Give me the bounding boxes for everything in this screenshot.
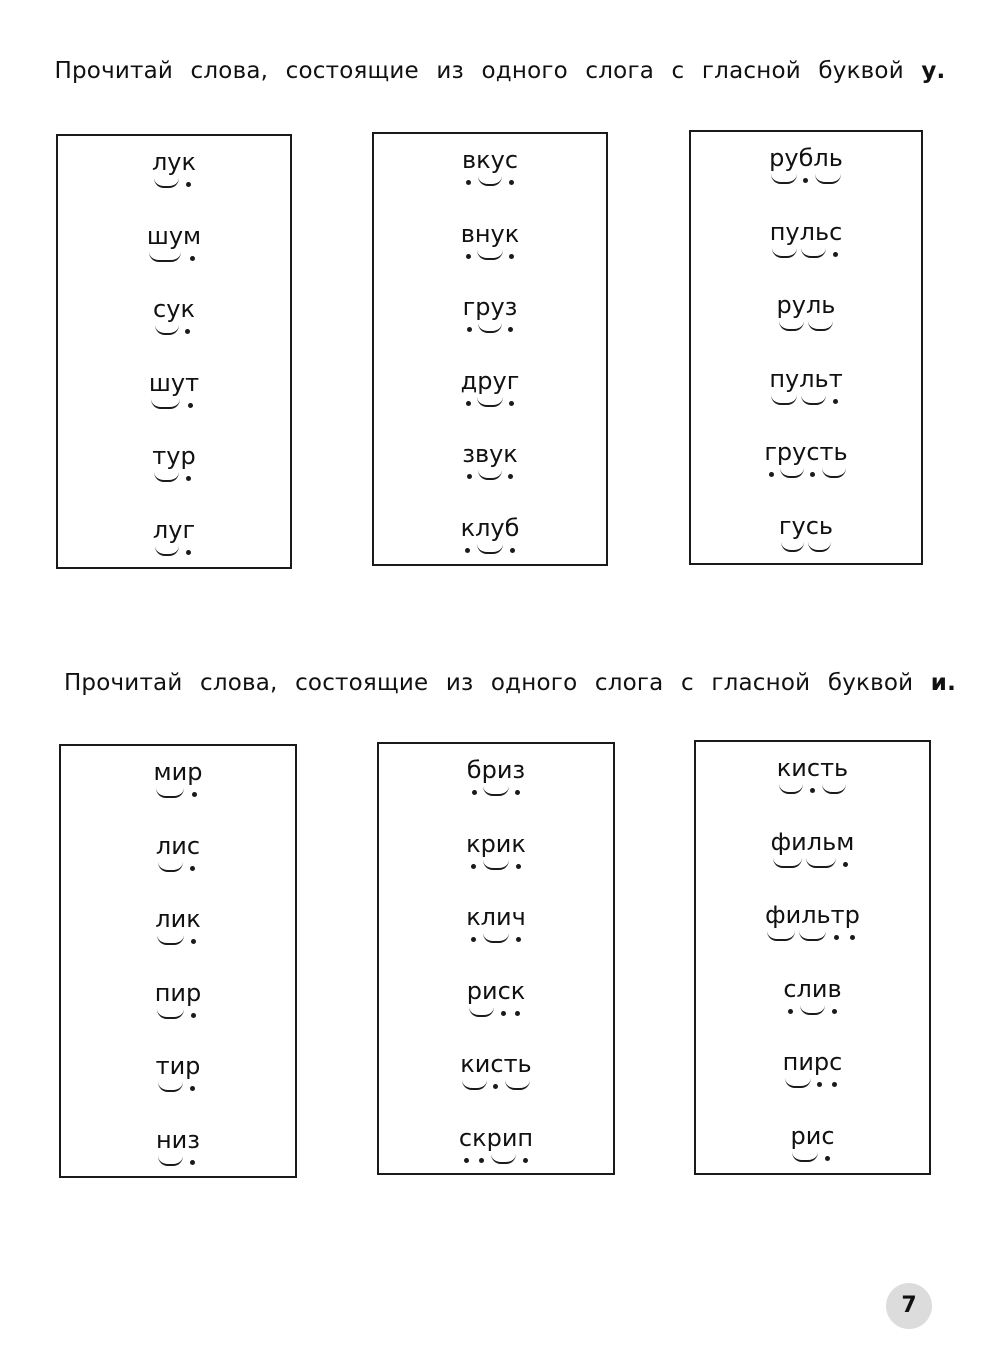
word-text: рубль [769,144,843,186]
consonant-dot-mark [509,180,514,185]
consonant-dot-mark [192,792,197,797]
soft-consonant-arc-mark [822,784,847,794]
page-number: 7 [886,1283,932,1329]
soft-consonant-arc-mark [505,1080,530,1090]
word-item [379,1124,613,1166]
word-item [61,1126,295,1168]
consonant-dot-mark [825,1156,830,1161]
word-item [58,369,290,411]
word-box [372,132,608,566]
word-item [379,756,613,798]
word-text: кисть [460,1050,531,1092]
consonant-dot-mark [516,937,521,942]
word-item [691,438,921,480]
word-item [691,291,921,333]
word-item [374,220,606,262]
word-item [379,1050,613,1092]
word-text: крик [466,830,526,872]
word-box [689,130,923,565]
instruction-vowel: и. [930,670,957,696]
word-item [691,144,921,186]
consonant-dot-mark [515,790,520,795]
word-text: слив [783,975,841,1017]
word-item [61,979,295,1021]
word-item [374,146,606,188]
word-text: руль [777,291,836,333]
instruction-text: Прочитай слова, состоящие из одного слога с гласной буквой [63,670,914,696]
word-item [696,901,929,943]
word-item [58,222,290,264]
word-item [61,905,295,947]
word-item [379,977,613,1019]
word-item [691,365,921,407]
word-item [61,832,295,874]
word-text: тур [152,442,195,484]
word-text: груз [463,293,518,335]
consonant-dot-mark [191,939,196,944]
consonant-dot-mark [515,1011,520,1016]
soft-consonant-arc-mark [822,468,846,478]
word-text: тир [156,1052,201,1094]
word-text: лик [155,905,200,947]
word-text: фильм [771,828,855,870]
word-text: друг [461,367,520,409]
word-text: рис [790,1122,834,1164]
consonant-dot-mark [843,862,848,867]
word-text: шум [147,222,201,264]
consonant-dot-mark [832,1009,837,1014]
word-text: пульс [770,218,843,260]
consonant-dot-mark [190,1160,195,1165]
word-item [696,754,929,796]
consonant-dot-mark [850,935,855,940]
consonant-dot-mark [186,476,191,481]
word-text: кисть [777,754,848,796]
consonant-dot-mark [186,550,191,555]
word-text: пульт [769,365,842,407]
word-item [58,516,290,558]
consonant-dot-mark [833,252,838,257]
instruction-vowel: у. [921,58,946,84]
word-box [59,744,297,1178]
word-text: шут [149,369,199,411]
consonant-dot-mark [832,1082,837,1087]
word-text: клуб [461,514,520,556]
consonant-dot-mark [188,403,193,408]
word-text: скрип [459,1124,533,1166]
word-text: низ [156,1126,200,1168]
word-text: вкус [462,146,518,188]
word-item [61,1052,295,1094]
word-text: лук [152,148,196,190]
consonant-dot-mark [833,399,838,404]
consonant-dot-mark [508,327,513,332]
word-item [696,828,929,870]
word-item [58,295,290,337]
word-item [58,442,290,484]
consonant-dot-mark [509,401,514,406]
word-text: гусь [779,512,833,554]
consonant-dot-mark [185,329,190,334]
consonant-dot-mark [509,254,514,259]
word-item [61,758,295,800]
soft-consonant-arc-mark [815,174,840,184]
word-item [58,148,290,190]
word-item [696,1048,929,1090]
word-text: звук [462,440,518,482]
consonant-dot-mark [190,256,195,261]
word-text: пир [155,979,202,1021]
word-box [56,134,292,569]
consonant-dot-mark [523,1158,528,1163]
word-text: грусть [764,438,847,480]
instruction-section-2 [0,670,1000,696]
word-text: фильтр [765,901,860,943]
consonant-dot-mark [510,548,515,553]
word-text: пирс [783,1048,843,1090]
word-item [691,218,921,260]
word-text: бриз [467,756,525,798]
word-text: мир [154,758,203,800]
word-text: риск [467,977,526,1019]
word-text: лис [156,832,200,874]
word-text: внук [461,220,520,262]
soft-consonant-arc-mark [808,321,833,331]
soft-consonant-arc-mark [808,542,831,552]
consonant-dot-mark [190,866,195,871]
word-text: клич [466,903,526,945]
word-box [694,740,931,1175]
consonant-dot-mark [516,864,521,869]
consonant-dot-mark [508,474,513,479]
instruction-section-1 [0,58,1000,84]
consonant-dot-mark [190,1086,195,1091]
word-item [379,830,613,872]
word-item [374,514,606,556]
word-item [374,293,606,335]
word-item [374,367,606,409]
word-box [377,742,615,1175]
word-item [374,440,606,482]
word-item [691,512,921,554]
consonant-dot-mark [186,182,191,187]
word-item [379,903,613,945]
word-item [696,975,929,1017]
word-item [696,1122,929,1164]
word-text: сук [153,295,195,337]
instruction-text: Прочитай слова, состоящие из одного слога с гласной буквой [54,58,904,84]
word-text: луг [153,516,195,558]
consonant-dot-mark [191,1013,196,1018]
